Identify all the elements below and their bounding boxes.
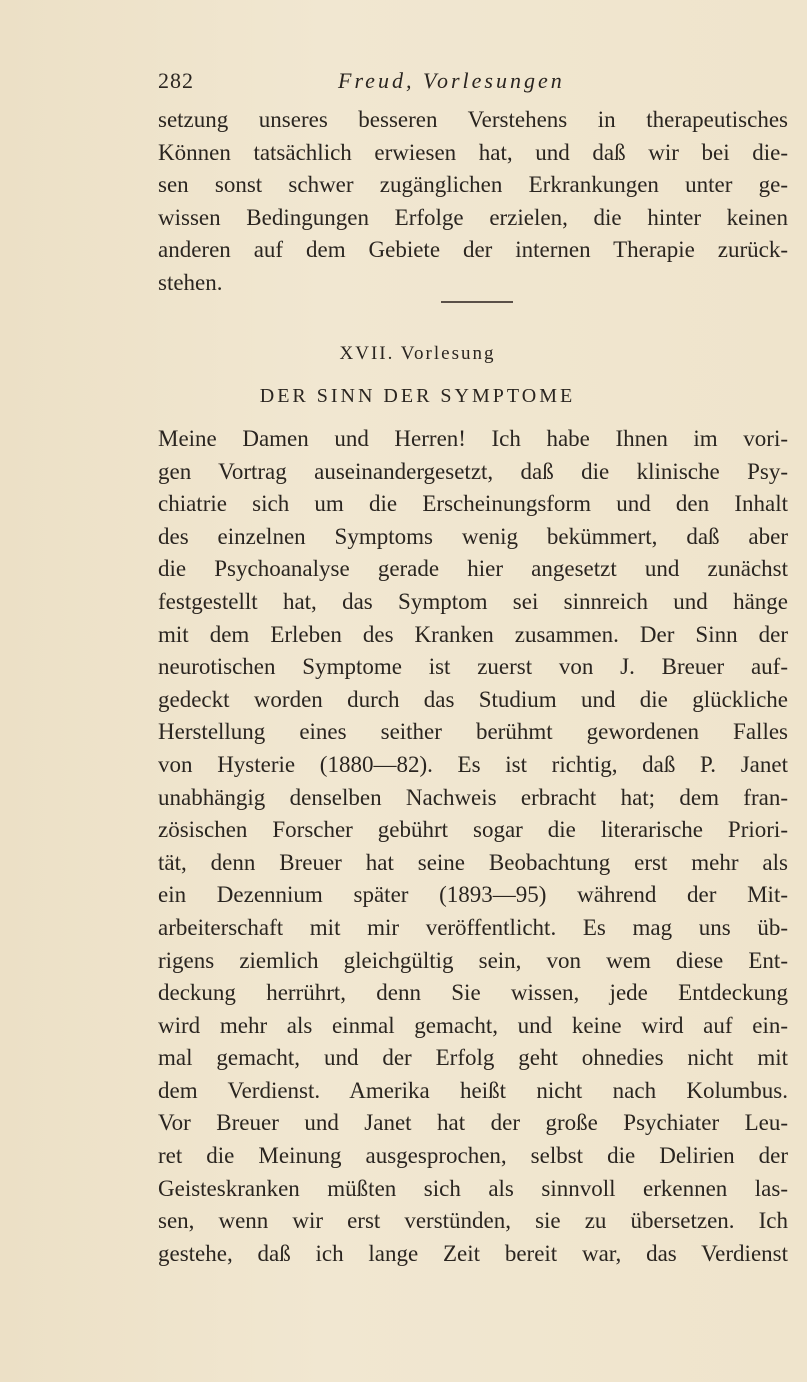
running-head (158, 68, 788, 100)
text-line: Geisteskranken müßten sich als sinnvoll erkennen las- (158, 1175, 788, 1201)
intro-paragraph (158, 104, 788, 300)
text-line: die Psychoanalyse gerade hier angesetzt und zunächst (158, 556, 788, 582)
text-line: neurotischen Symptome ist zuerst von J. Breuer auf- (158, 654, 788, 680)
text-line: Vor Breuer und Janet hat der große Psychiater Leu- (158, 1110, 788, 1136)
text-line: sen sonst schwer zugänglichen Erkrankungen unter ge- (158, 172, 788, 198)
text-line: Können tatsächlich erwiesen hat, und daß wir bei die- (158, 139, 788, 165)
text-line: gen Vortrag auseinandergesetzt, daß die klinische Psy- (158, 458, 788, 484)
body-paragraph (158, 423, 788, 1270)
page-number: 282 (158, 68, 194, 93)
text-line: setzung unseres besseren Verstehens in therapeutisches (158, 107, 788, 132)
text-line: des einzelnen Symptoms wenig bekümmert, daß aber (158, 523, 788, 549)
text-line: tät, denn Breuer hat seine Beobachtung erst mehr als (158, 849, 788, 875)
text-line: von Hysterie (1880—82). Es ist richtig, daß P. Janet (158, 751, 788, 777)
running-title: Freud, Vorlesungen (338, 68, 565, 93)
text-line: wissen Bedingungen Erfolge erzielen, die hinter keinen (158, 204, 788, 230)
text-line: festgestellt hat, das Symptom sei sinnreich und hänge (158, 588, 788, 614)
lecture-title: DER SINN DER SYMPTOME (259, 385, 576, 407)
text-line: stehen. (158, 269, 223, 295)
text-line: unabhängig denselben Nachweis erbracht hat; dem fran- (158, 784, 788, 810)
lecture-number: XVII. Vorlesung (339, 343, 496, 364)
text-line: mit dem Erleben des Kranken zusammen. Der Sinn der (158, 621, 788, 647)
text-line: sen, wenn wir erst verstünden, sie zu übersetzen. Ich (158, 1208, 788, 1234)
text-line: Meine Damen und Herren! Ich habe Ihnen im vori- (158, 426, 788, 451)
text-line: ein Dezennium später (1893—95) während der Mit- (158, 882, 788, 908)
text-line: wird mehr als einmal gemacht, und keine wird auf ein- (158, 1012, 788, 1038)
text-line: zösischen Forscher gebührt sogar die literarische Priori- (158, 817, 788, 843)
text-line: gedeckt worden durch das Studium und die glückliche (158, 686, 788, 712)
text-line: mal gemacht, und der Erfolg geht ohnedies nicht mit (158, 1045, 788, 1071)
text-line: chiatrie sich um die Erscheinungsform und den Inhalt (158, 491, 788, 517)
text-line: rigens ziemlich gleichgültig sein, von wem diese Ent- (158, 947, 788, 973)
section-divider (441, 301, 513, 303)
text-line: ret die Meinung ausgesprochen, selbst die Delirien der (158, 1143, 788, 1169)
text-line: gestehe, daß ich lange Zeit bereit war, das Verdienst (158, 1240, 788, 1266)
text-line: dem Verdienst. Amerika heißt nicht nach Kolumbus. (158, 1077, 788, 1103)
text-line: deckung herrührt, denn Sie wissen, jede Entdeckung (158, 980, 788, 1006)
text-line: Herstellung eines seither berühmt gewordenen Falles (158, 719, 788, 745)
text-line: anderen auf dem Gebiete der internen Therapie zurück- (158, 237, 788, 263)
text-line: arbeiterschaft mit mir veröffentlicht. Es mag uns üb- (158, 914, 788, 940)
